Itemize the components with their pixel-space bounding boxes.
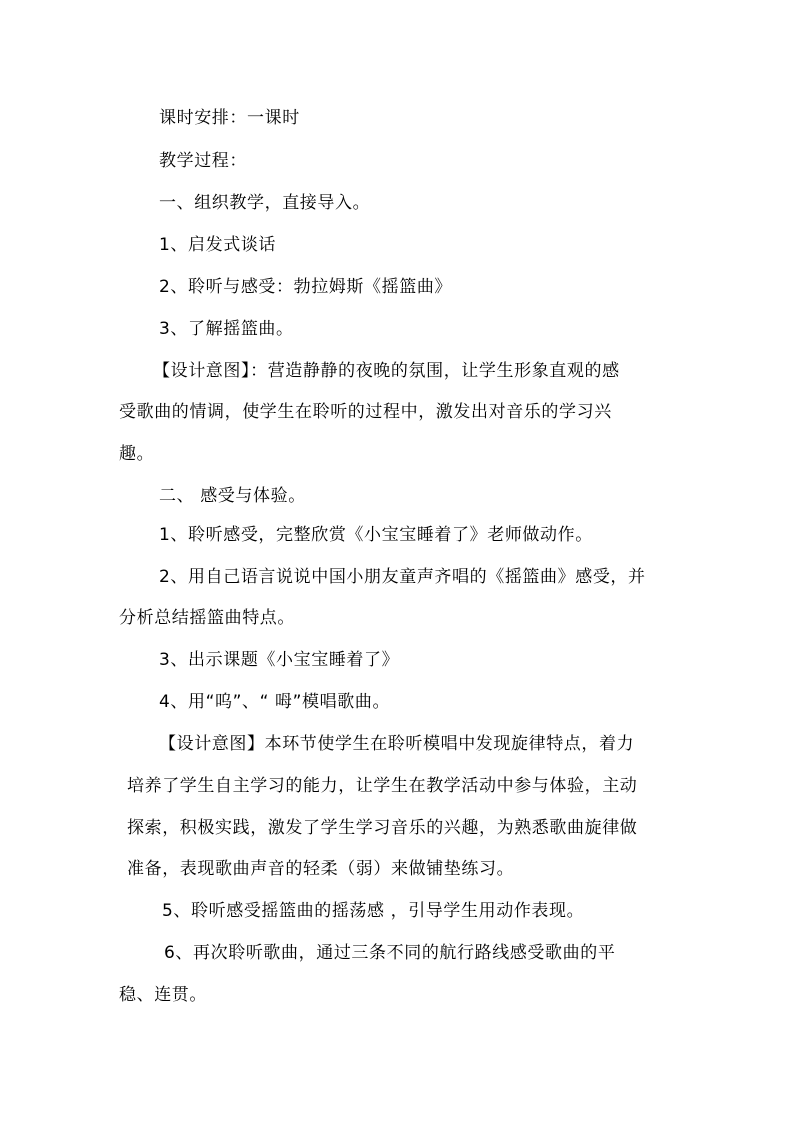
section2-item-4: 4、用“呜”、“ 呣”模唱歌曲。 — [159, 692, 391, 712]
section1-item-1: 1、启发式谈话 — [159, 235, 277, 255]
section1-item-2: 2、聆听与感受：勃拉姆斯《摇篮曲》 — [159, 277, 453, 297]
section2-item-2-line-1: 2、用自己语言说说中国小朋友童声齐唱的《摇篮曲》感受，并 — [159, 567, 646, 587]
design-intent-2-line-3: 探索，积极实践，激发了学生学习音乐的兴趣，为熟悉歌曲旋律做 — [127, 818, 638, 838]
design-intent-2-line-4: 准备，表现歌曲声音的轻柔（弱）来做铺垫练习。 — [127, 859, 515, 879]
section2-item-2-line-2: 分析总结摇篮曲特点。 — [119, 608, 295, 628]
section2-item-1: 1、聆听感受，完整欣赏《小宝宝睡着了》老师做动作。 — [159, 525, 593, 545]
section2-item-6-line-2: 稳、连贯。 — [119, 985, 207, 1005]
section1-item-3: 3、了解摇篮曲。 — [159, 319, 294, 339]
section1-title: 一、组织教学，直接导入。 — [159, 193, 371, 213]
section2-item-6-line-1: 6、再次聆听歌曲，通过三条不同的航行路线感受歌曲的平 — [164, 943, 616, 963]
process-title: 教学过程： — [159, 151, 247, 171]
schedule-line: 课时安排：一课时 — [159, 108, 300, 128]
design-intent-2-line-2: 培养了学生自主学习的能力，让学生在教学活动中参与体验，主动 — [127, 776, 638, 796]
design-intent-1-line-1: 【设计意图】：营造静静的夜晚的氛围，让学生形象直观的感 — [153, 361, 620, 381]
section2-item-5: 5、聆听感受摇篮曲的摇荡感 ，引导学生用动作表现。 — [162, 901, 585, 921]
section2-title: 二、 感受与体验。 — [159, 486, 306, 506]
design-intent-1-line-2: 受歌曲的情调，使学生在聆听的过程中，激发出对音乐的学习兴 — [119, 402, 612, 422]
design-intent-2-line-1: 【设计意图】本环节使学生在聆听模唱中发现旋律特点，着力 — [159, 734, 635, 754]
design-intent-1-line-3: 趣。 — [119, 444, 155, 464]
section2-item-3: 3、出示课题《小宝宝睡着了》 — [159, 650, 400, 670]
